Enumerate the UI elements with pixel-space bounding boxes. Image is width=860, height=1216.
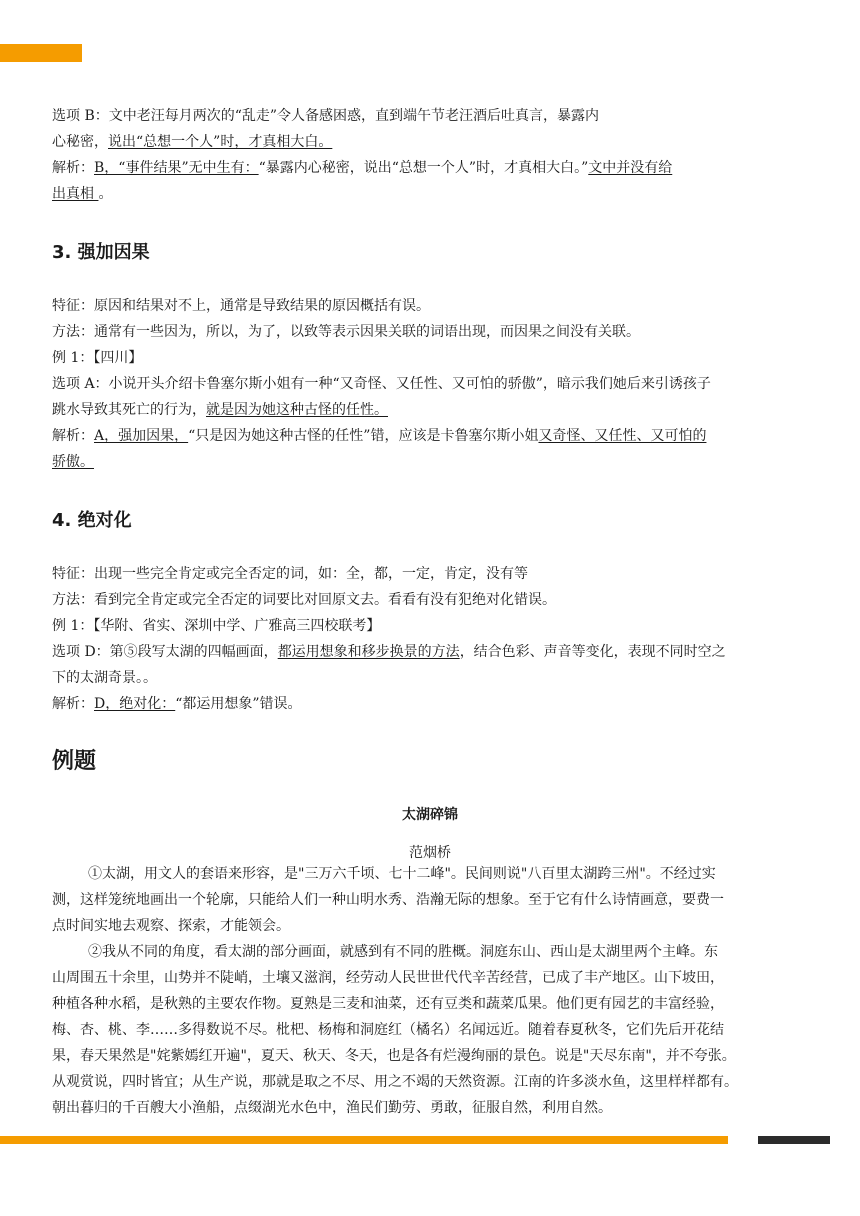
sec4-option-d-line-2: 下的太湖奇景。。 [52, 670, 157, 686]
sec3-analysis-line-2 [52, 452, 792, 472]
section-heading-forced-causality: 3. 强加因果 [52, 242, 150, 263]
analysis-label: 解析： [52, 696, 94, 712]
sec3-example: 例 1：【四川】 [52, 350, 143, 366]
sec3-analysis-line-1 [52, 426, 792, 446]
example-heading: 例题 [52, 749, 97, 774]
sec4-analysis-text: “都运用想象”错误。 [175, 696, 302, 712]
paragraph-line: ①太湖，用文人的套语来形容，是"三万六千顷、七十二峰"。民间则说"八百里太湖跨三州"。不经过实 [88, 866, 716, 882]
sec4-option-d-line-1 [52, 642, 792, 662]
sec4-option-d-text: 选项 D：第⑤段写太湖的四幅画面， [52, 644, 278, 660]
paragraph-line: 点时间实地去观察、探索，才能领会。 [52, 918, 290, 934]
sec3-analysis-verdict: A，强加因果， [94, 428, 189, 444]
paragraph-line: 种植各种水稻，是秋熟的主要农作物。夏熟是三麦和油菜，还有豆类和蔬菜瓜果。他们更有园艺的丰富经验， [52, 996, 724, 1012]
paragraph-line: 山周围五十余里，山势并不陡峭，土壤又滋润，经劳动人民世世代代辛苦经营，已成了丰产地区。山下坡田， [52, 970, 724, 986]
paragraph-line: 朝出暮归的千百艘大小渔船，点缀湖光水色中，渔民们勤劳、勇敢，征服自然，利用自然。 [52, 1100, 612, 1116]
sec4-method: 方法：看到完全肯定或完全否定的词要比对回原文去。看看有没有犯绝对化错误。 [52, 592, 556, 608]
paragraph-line: ②我从不同的角度，看太湖的部分画面，就感到有不同的胜概。洞庭东山、西山是太湖里两个主峰。东 [88, 944, 718, 960]
sec4-feature: 特征：出现一些完全肯定或完全否定的词，如：全，都，一定，肯定，没有等 [52, 566, 528, 582]
paragraph-line: 从观赏说，四时皆宜；从生产说，那就是取之不尽、用之不竭的天然资源。江南的许多淡水鱼，这里样样都有。 [52, 1074, 738, 1090]
section-heading-absolutization: 4. 绝对化 [52, 510, 132, 531]
analysis-b-underlined: 文中并没有给 [588, 160, 673, 176]
sec4-option-d-text-2: ，结合色彩、声音等变化，表现不同时空之 [459, 644, 726, 660]
passage-title: 太湖碎锦 [402, 807, 458, 823]
analysis-label: 解析： [52, 160, 94, 176]
sec3-analysis-underlined: 又奇怪、又任性、又可怕的 [538, 428, 707, 444]
analysis-b-verdict: B，“事件结果”无中生有： [94, 160, 259, 176]
sec3-feature: 特征：原因和结果对不上，通常是导致结果的原因概括有误。 [52, 298, 430, 314]
passage-author: 范烟桥 [409, 845, 451, 861]
sec4-option-d-underlined: 都运用想象和移步换景的方法 [277, 644, 460, 660]
sec3-analysis-text: “只是因为她这种古怪的任性”错，应该是卡鲁塞尔斯小姐 [188, 428, 539, 444]
sec4-analysis [52, 694, 792, 714]
analysis-b-quote: “暴露内心秘密，说出“总想一个人”时，才真相大白。” [258, 160, 589, 176]
option-b-text: 心秘密， [52, 134, 108, 150]
analysis-b-line-1 [52, 158, 792, 178]
paragraph-line: 果，春天果然是"姹紫嫣红开遍"，夏天、秋天、冬天，也是各有烂漫绚丽的景色。说是"天尽东南"，并不夸张。 [52, 1048, 736, 1064]
sec4-analysis-verdict: D，绝对化： [94, 696, 176, 712]
analysis-label: 解析： [52, 428, 94, 444]
sec3-method: 方法：通常有一些因为，所以，为了，以致等表示因果关联的词语出现，而因果之间没有关联。 [52, 324, 640, 340]
analysis-b-underlined-2: 出真相 [52, 186, 99, 202]
sec3-option-a-line-2 [52, 400, 792, 420]
analysis-b-end: 。 [98, 186, 113, 202]
paragraph-line: 测，这样笼统地画出一个轮廓，只能给人们一种山明水秀、浩瀚无际的想象。至于它有什么诗情画意，要费一 [52, 892, 724, 908]
sec3-option-a-text: 跳水导致其死亡的行为， [52, 402, 206, 418]
sec3-option-a-underlined: 就是因为她这种古怪的任性。 [206, 402, 388, 418]
paragraph-line: 梅、杏、桃、李……多得数说不尽。枇杷、杨梅和洞庭红（橘名）名闻远近。随着春夏秋冬，它们先后开花结 [52, 1022, 724, 1038]
option-b-line-2 [52, 132, 792, 152]
sec3-option-a-line-1: 选项 A：小说开头介绍卡鲁塞尔斯小姐有一种“又奇怪、又任性、又可怕的骄傲”，暗示我们她后来引诱孩子 [52, 376, 711, 392]
footer-dark-bar [758, 1136, 830, 1144]
analysis-b-line-2 [52, 184, 792, 204]
option-b-underlined: 说出“总想一个人”时，才真相大白。 [108, 134, 333, 150]
option-b-line-1: 选项 B：文中老汪每月两次的“乱走”令人备感困惑，直到端午节老汪酒后吐真言，暴露内 [52, 108, 600, 124]
footer-accent-bar [0, 1136, 728, 1144]
header-accent-bar [0, 44, 82, 62]
sec3-analysis-underlined-2: 骄傲。 [52, 454, 94, 470]
sec4-example: 例 1：【华附、省实、深圳中学、广雅高三四校联考】 [52, 618, 381, 634]
